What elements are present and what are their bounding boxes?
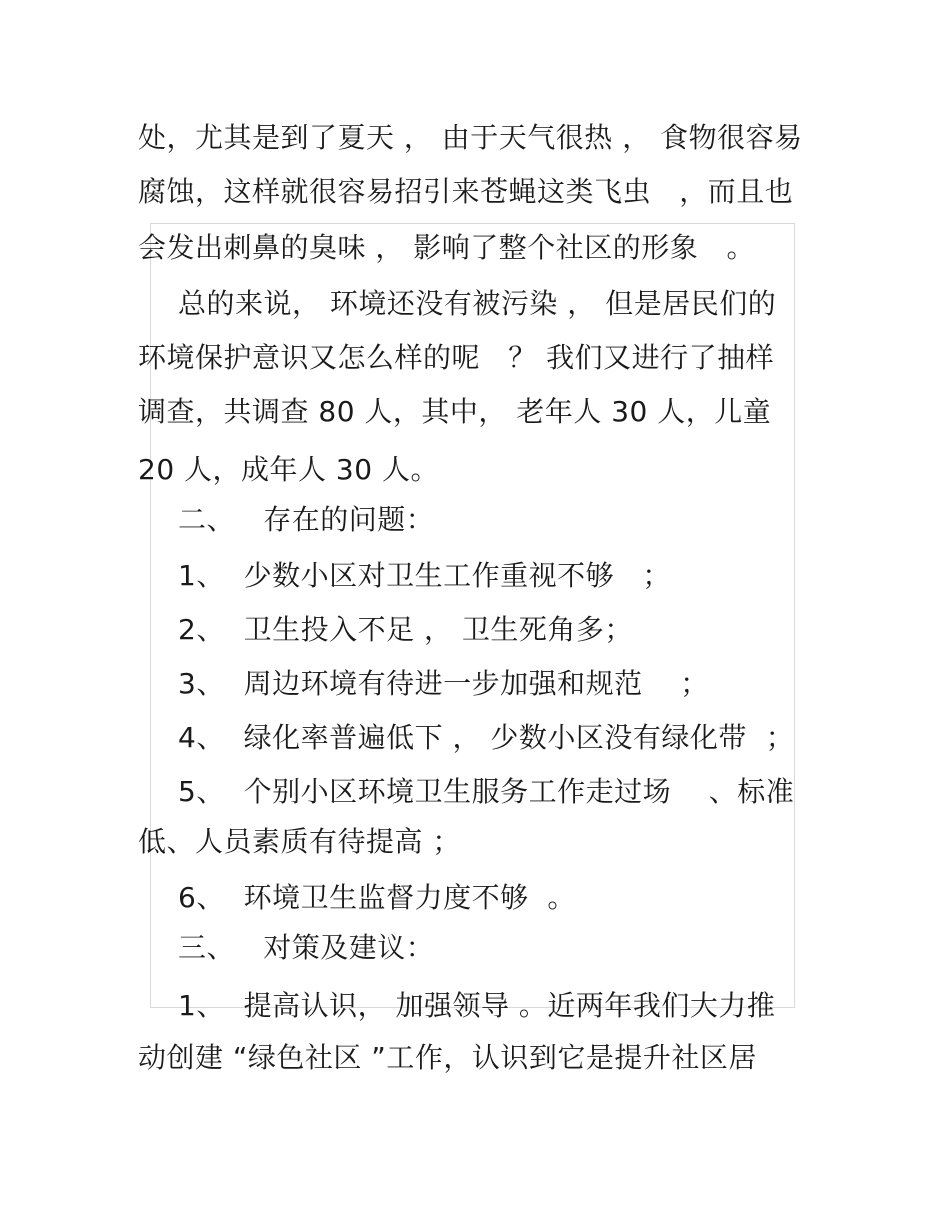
text-line-5: 环境保护意识又怎么样的呢 ？ 我们又进行了抽样 [138, 341, 775, 374]
text-line-4: 总的来说， 环境还没有被污染 ， 但是居民们的 [178, 287, 777, 320]
problem-item-3: 3、 周边环境有待进一步加强和规范 ； [178, 667, 709, 700]
problem-item-2: 2、 卫生投入不足 ， 卫生死角多； [178, 613, 633, 646]
suggestion-item-1-continued: 动创建 “绿色社区 ”工作，认识到它是提升社区居 [138, 1041, 757, 1074]
problem-item-5-continued: 低、人员素质有待提高 ； [138, 825, 461, 858]
text-line-6: 调查，共调查 80 人，其中， 老年人 30 人，儿童 [138, 395, 772, 428]
section-heading-problems: 二、 存在的问题： [178, 503, 435, 536]
text-line-7: 20 人，成年人 30 人。 [138, 453, 439, 486]
suggestion-item-1: 1、 提高认识， 加强领导 。近两年我们大力推 [178, 989, 776, 1022]
problem-item-5: 5、 个别小区环境卫生服务工作走过场 、标准 [178, 775, 795, 808]
text-line-1: 处，尤其是到了夏天 ， 由于天气很热 ， 食物很容易 [138, 121, 803, 154]
text-line-2: 腐蚀，这样就很容易招引来苍蝇这类飞虫 ，而且也 [138, 175, 794, 208]
section-heading-suggestions: 三、 对策及建议： [178, 931, 435, 964]
problem-item-1: 1、 少数小区对卫生工作重视不够 ； [178, 559, 671, 592]
text-line-3: 会发出刺鼻的臭味 ， 影响了整个社区的形象 。 [138, 231, 756, 264]
problem-item-6: 6、 环境卫生监督力度不够 。 [178, 881, 576, 914]
problem-item-4: 4、 绿化率普遍低下 ， 少数小区没有绿化带 ； [178, 721, 795, 754]
